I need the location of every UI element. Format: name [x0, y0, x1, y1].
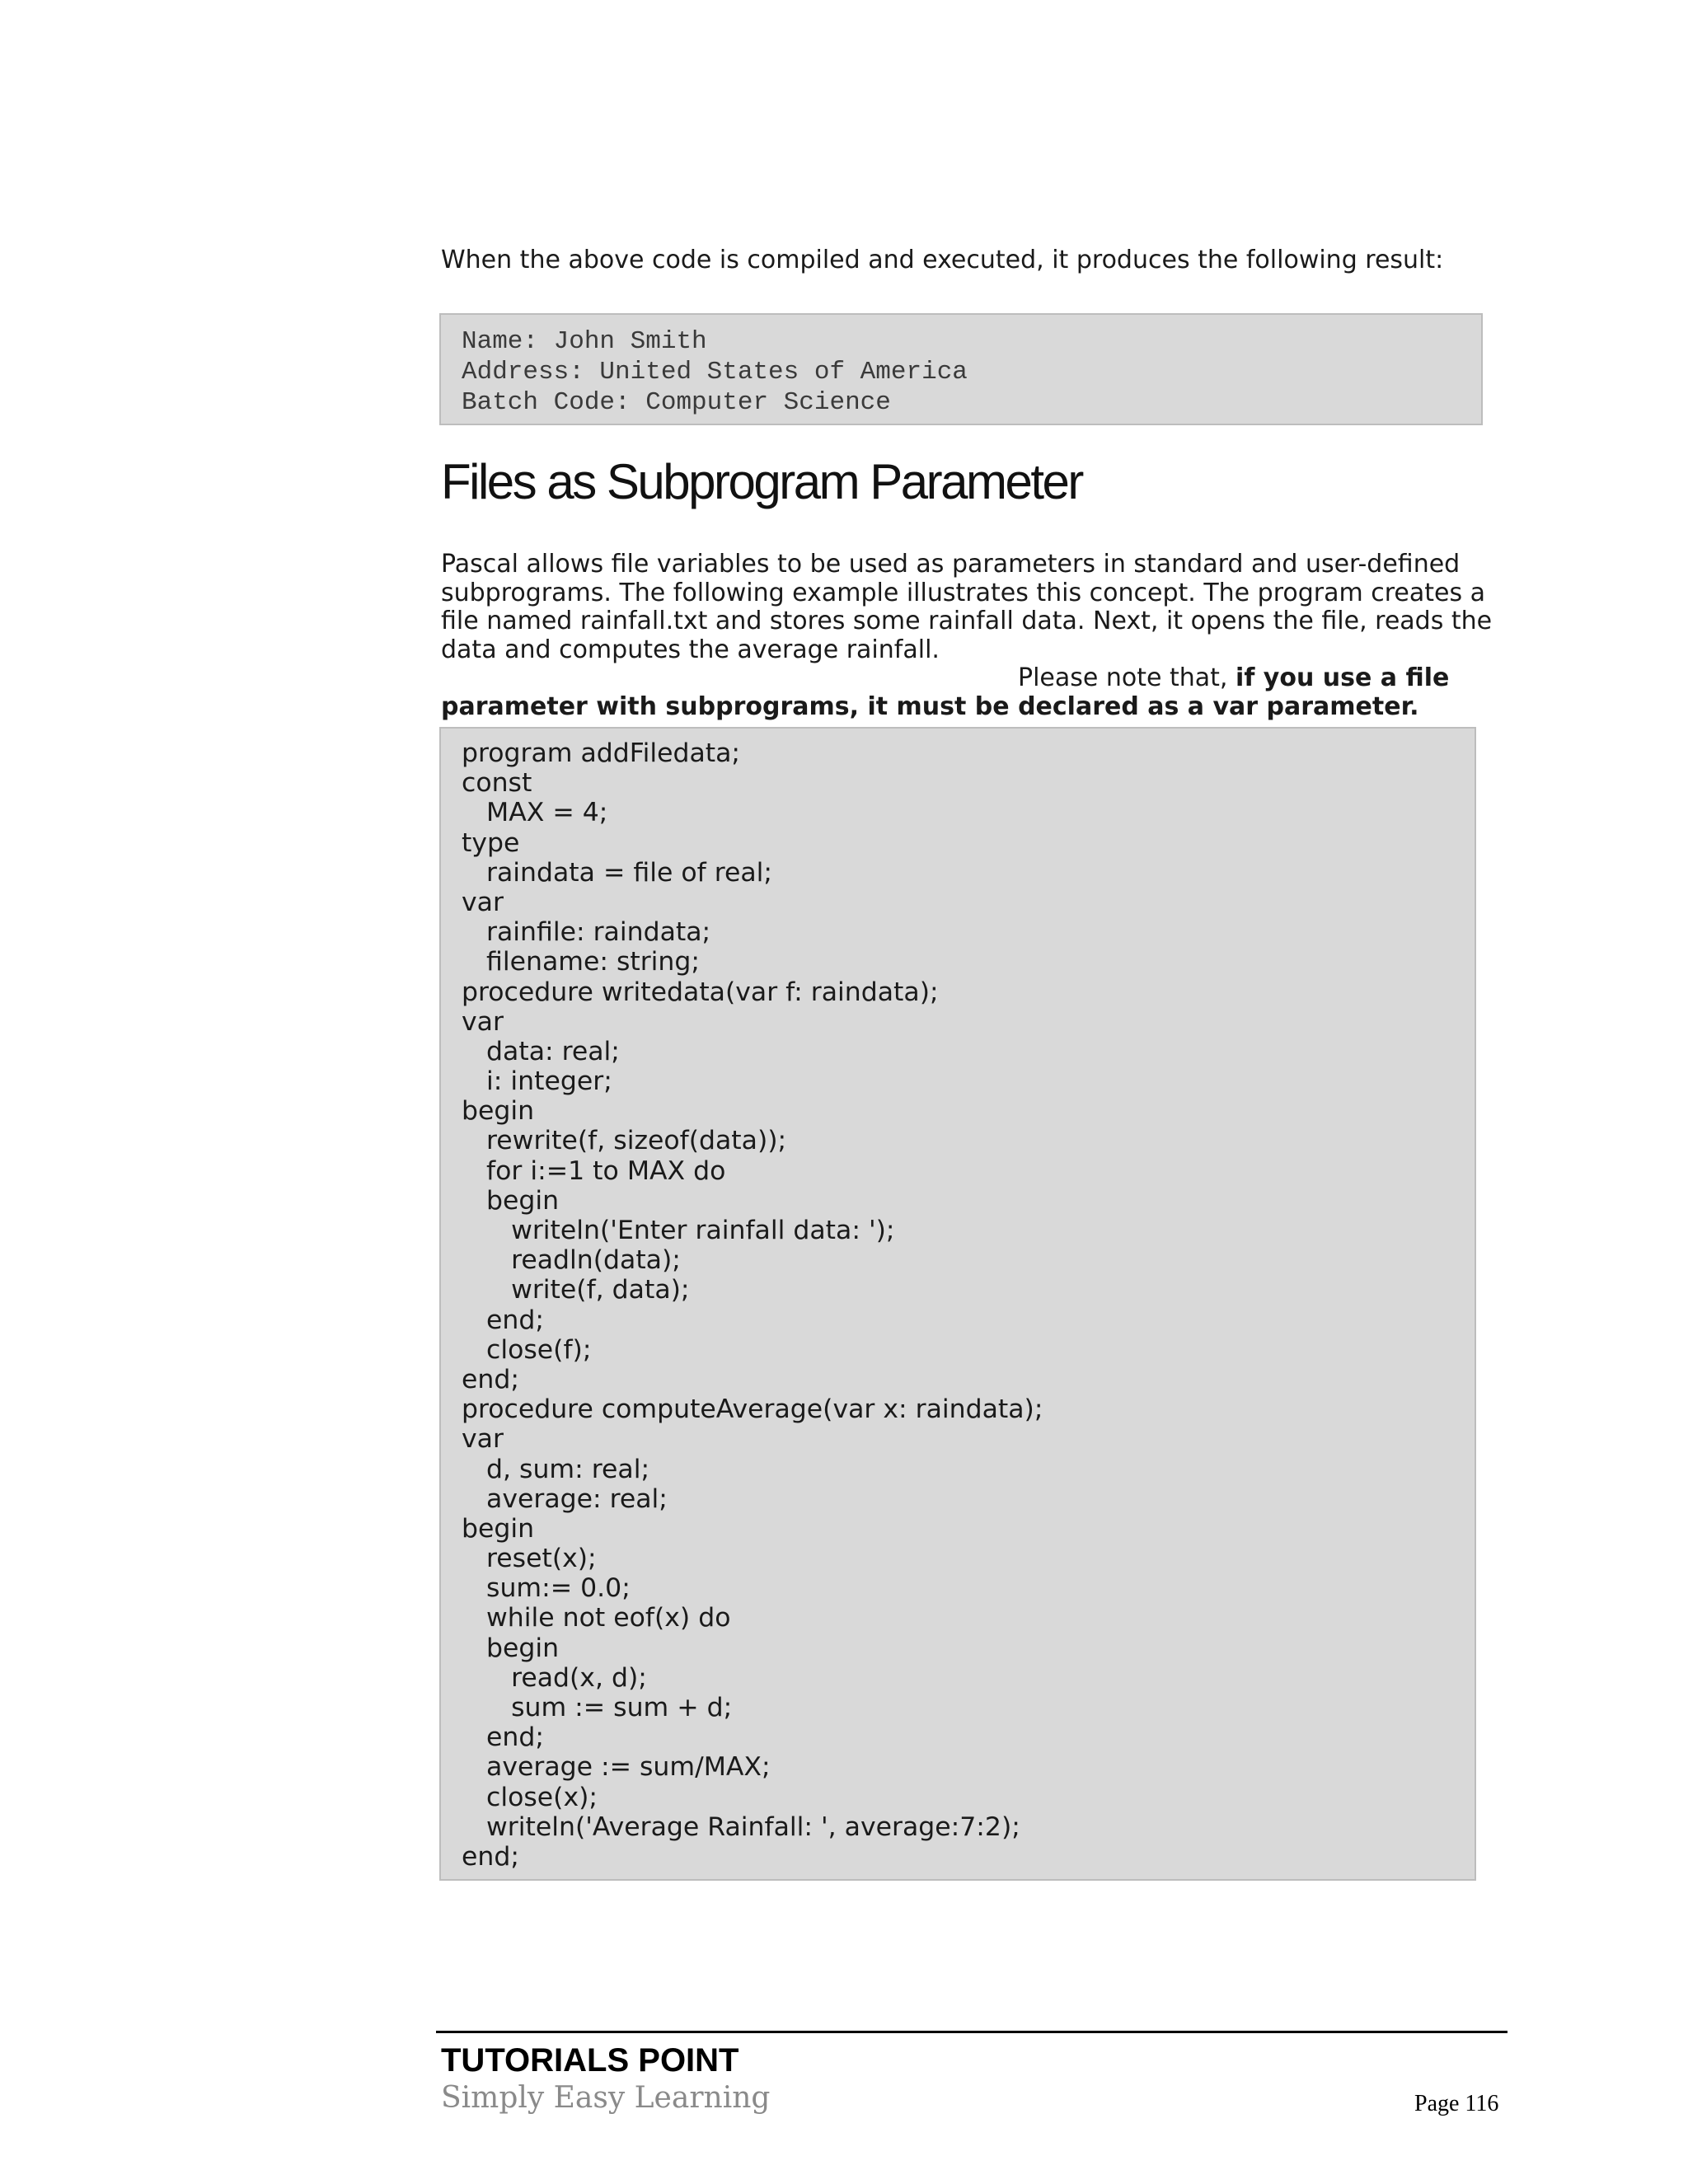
code-line: var — [462, 887, 504, 917]
footer-brand: TUTORIALS POINT — [441, 2042, 739, 2079]
code-block — [439, 727, 1476, 1881]
code-line: end; — [462, 1364, 519, 1394]
code-line: writeln('Average Rainfall: ', average:7:2); — [462, 1811, 1020, 1842]
code-line: end; — [462, 1305, 544, 1335]
code-line: d, sum: real; — [462, 1454, 650, 1484]
code-line: reset(x); — [462, 1544, 597, 1574]
code-line: average := sum/MAX; — [462, 1752, 771, 1783]
code-line: write(f, data); — [462, 1275, 690, 1305]
code-line: sum := sum + d; — [462, 1693, 733, 1722]
code-line: rainfile: raindata; — [462, 917, 711, 948]
code-line: MAX = 4; — [462, 798, 608, 828]
footer-divider — [436, 2031, 1507, 2033]
paragraph-text: Pascal allows file variables to be used as parameters in standard and user-defined subprograms. The following example illustrates this concept. The program creates a file named rainfall.txt and stores some rainfall data. Next, it opens the file, reads the data and computes the average rainfall. — [441, 550, 1493, 664]
code-line: program addFiledata; — [462, 738, 741, 768]
section-heading: Files as Subprogram Parameter — [441, 454, 1082, 509]
paragraph-bold-note: if you use a file parameter with subprograms, it must be declared as a var parameter. — [441, 663, 1450, 721]
code-line: sum:= 0.0; — [462, 1573, 631, 1604]
code-line: raindata = file of real; — [462, 857, 773, 888]
code-line: rewrite(f, sizeof(data)); — [462, 1126, 787, 1156]
code-line: begin — [462, 1096, 535, 1127]
code-line: for i:=1 to MAX do — [462, 1155, 726, 1186]
page-number: Page 116 — [1414, 2091, 1499, 2116]
code-line: begin — [462, 1185, 560, 1216]
code-line: writeln('Enter rainfall data: '); — [462, 1216, 895, 1245]
body-paragraph — [441, 551, 1508, 721]
code-line: var — [462, 1424, 504, 1455]
intro-text: When the above code is compiled and executed, it produces the following result: — [441, 246, 1444, 274]
output-line: Name: John Smith — [462, 327, 707, 356]
code-line: var — [462, 1006, 504, 1037]
code-line: begin — [462, 1513, 535, 1544]
code-line: i: integer; — [462, 1066, 612, 1097]
code-line: close(x); — [462, 1782, 598, 1812]
code-line: end; — [462, 1722, 544, 1753]
output-line: Batch Code: Computer Science — [462, 388, 891, 417]
code-line: readln(data); — [462, 1245, 681, 1276]
paragraph-note: Please note that, — [1018, 663, 1228, 692]
code-line: average: real; — [462, 1483, 668, 1514]
code-line: begin — [462, 1633, 560, 1663]
code-line: end; — [462, 1841, 519, 1872]
output-block — [439, 313, 1483, 425]
footer-tagline: Simply Easy Learning — [441, 2081, 771, 2115]
code-line: filename: string; — [462, 947, 701, 977]
code-line: procedure writedata(var f: raindata); — [462, 977, 939, 1007]
code-line: read(x, d); — [462, 1662, 647, 1693]
code-line: data: real; — [462, 1036, 620, 1066]
code-line: procedure computeAverage(var x: raindata); — [462, 1394, 1043, 1425]
code-line: close(f); — [462, 1334, 592, 1365]
code-line: type — [462, 827, 520, 858]
code-line: while not eof(x) do — [462, 1603, 731, 1633]
output-line: Address: United States of America — [462, 358, 968, 387]
code-line: const — [462, 768, 532, 799]
